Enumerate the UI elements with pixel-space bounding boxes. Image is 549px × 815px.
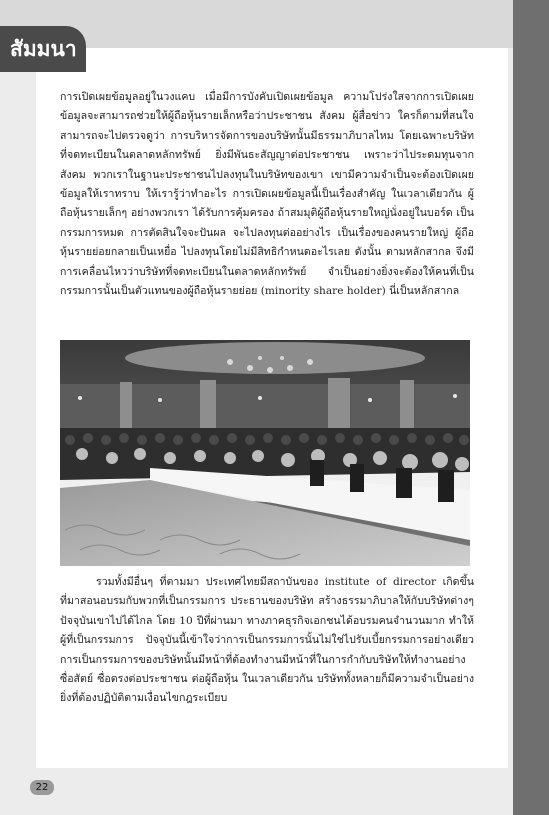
page-number: 22	[35, 782, 49, 793]
body-paragraph-1: การเปิดเผยข้อมูลอยู่ในวงแคบ เมื่อมีการบังคับเปิดเผยข้อมูล ความโปร่งใสจากการเปิดเผยข้อมูลจะสามารถช่วยให้ผู้ถือหุ้นรายเล็กหรือว่าประชาชน สังคม ผู้สื่อข่าว ใครก็ตามที่สนใจ สามารถจะไปตรวจดูว่า การบริหารจัดการของบริษัทนั้นมีธรรมาภิบาลไหม โดยเฉพาะบริษัทที่จดทะเบียนในตลาดหลักทรัพย์ ยิ่งมีพันธะสัญญาต่อประชาชน เพราะว่าไประดมทุนจากสังคม พวกเราในฐานะประชาชนไปลงทุนในบริษัทของเขา เขามีความจำเป็นจะต้องเปิดเผยข้อมูลให้เราทราบ ให้เรารู้ว่าทำอะไร การเปิดเผยข้อมูลนี้เป็นเรื่องสำคัญ ในเวลาเดียวกัน ผู้ถือหุ้นรายเล็กๆ อย่างพวกเรา ได้รับการคุ้มครอง ถ้าสมมุติผู้ถือหุ้นรายใหญ่นั่งอยู่ในบอร์ด เป็นกรรมการหมด การตัดสินใจจะปันผล จะไปลงทุนต่ออย่างไร เป็นเรื่องของคนรายใหญ่ ผู้ถือหุ้นรายย่อยกลายเป็นเหยื่อ ไปลงทุนโดยไม่มีสิทธิกำหนดอะไรเลย ดังนั้น ตามหลักสากล จึงมีการเคลื่อนไหวว่าบริษัทที่จดทะเบียนในตลาดหลักทรัพย์ จำเป็นอย่างยิ่งจะต้องให้คนที่เป็นกรรมการนั้นเป็นตัวแทนของผู้ถือหุ้นรายย่อย (minority share holder) นี่เป็นหลักสากล	[60, 91, 474, 298]
section-title-tab	[0, 26, 86, 72]
right-edge-strip	[513, 0, 549, 815]
page-number-badge	[30, 780, 54, 795]
seminar-photo	[60, 340, 470, 566]
body-paragraph-2: รวมทั้งมีอื่นๆ ที่ตามมา ประเทศไทยมีสถาบันของ institute of director เกิดขึ้น ที่มาสอนอบรมกับพวกที่เป็นกรรมการ ประธานของบริษัท สร้างธรรมาภิบาลให้กับบริษัทต่างๆ ปัจจุบันเขาไปได้ไกล โดย 10 ปีที่ผ่านมา ทางภาคธุรกิจเอกชนได้อบรมคนจำนวนมาก ทำให้ผู้ที่เป็นกรรมการ ปัจจุบันนี้เข้าใจว่าการเป็นกรรมการนั้นไม่ใช่ไปรับเบี้ยกรรมการอย่างเดียว การเป็นกรรมการของบริษัทนั้นมีหน้าที่ต้องทำงานมีหน้าที่ในการกำกับบริษัทให้ทำงานอย่างซื่อสัตย์ ซื่อตรงต่อประชาชน ต่อผู้ถือหุ้น ในเวลาเดียวกัน บริษัททั้งหลายก็มีความจำเป็นอย่างยิ่งที่ต้องปฏิบัติตามเงื่อนไขกฎระเบียบ	[60, 576, 474, 705]
section-title: สัมมนา	[10, 36, 77, 61]
content-area	[36, 48, 508, 768]
